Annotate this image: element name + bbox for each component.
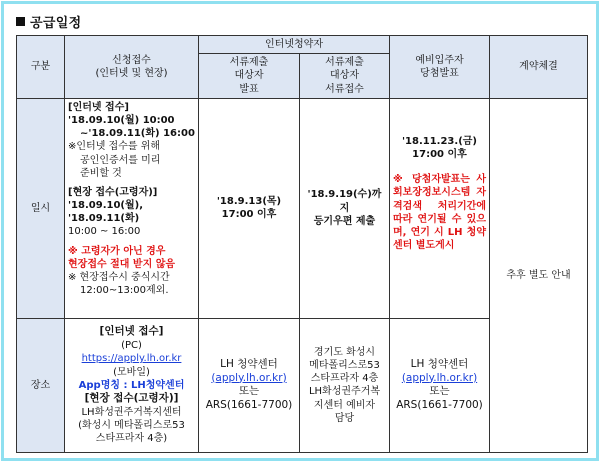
onsite-place-heading: [현장 접수(고령자)] bbox=[84, 391, 179, 404]
header-submit-line2: 대상자 bbox=[330, 70, 359, 82]
reserve-schedule-cell bbox=[390, 98, 490, 318]
internet-place-heading: [인터넷 접수] bbox=[99, 325, 164, 338]
cert-note-line3: 준비할 것 bbox=[80, 167, 122, 179]
reserve-center: LH 청약센터 bbox=[410, 357, 469, 370]
row-label-place: 장소 bbox=[17, 318, 65, 452]
onsite-apply-hours: 10:00 ~ 16:00 bbox=[68, 226, 141, 238]
reserve-phone: ARS(1661-7700) bbox=[396, 399, 483, 412]
header-category: 구분 bbox=[17, 36, 65, 99]
reserve-delay-note: ※ 당첨자발표는 사회보장정보시스템 자격검색 처리기간에 따라 연기될 수 있으며, 연기 시 LH 청약센터 별도게시 bbox=[393, 174, 486, 252]
submit-schedule-cell bbox=[300, 98, 390, 318]
announce-date: '18.9.13(목) bbox=[216, 196, 282, 208]
content-frame bbox=[1, 1, 599, 461]
submit-address-line4: LH화성권주거복 bbox=[308, 386, 381, 398]
reserve-date: '18.11.23.(금) bbox=[401, 135, 477, 147]
header-internet-group: 인터넷청약자 bbox=[199, 36, 390, 54]
announce-site-link[interactable]: (apply.lh.or.kr) bbox=[211, 371, 287, 384]
submit-method: 등기우편 제출 bbox=[313, 215, 376, 227]
internet-apply-start: '18.09.10(월) 10:00 bbox=[68, 114, 175, 126]
header-application-line2: (인터넷 및 현장) bbox=[95, 67, 168, 79]
apply-site-link[interactable]: https://apply.lh.or.kr bbox=[81, 353, 182, 365]
header-contract: 계약체결 bbox=[490, 36, 588, 99]
onsite-apply-heading: [현장 접수(고령자)] bbox=[68, 186, 158, 198]
reserve-site-link[interactable]: (apply.lh.or.kr) bbox=[401, 371, 478, 384]
onsite-place-name: LH화성권주거복지센터 bbox=[81, 406, 182, 418]
reserve-place-cell bbox=[390, 318, 490, 452]
submit-address-line2: 메타폴리스로53 bbox=[309, 360, 380, 371]
header-application bbox=[65, 36, 199, 99]
announce-schedule-cell bbox=[199, 98, 300, 318]
submit-address-line5: 지센터 예비자 bbox=[313, 399, 376, 411]
header-submit-line3: 서류접수 bbox=[325, 83, 364, 95]
internet-apply-heading: [인터넷 접수] bbox=[68, 101, 129, 113]
reserve-time: 17:00 이후 bbox=[412, 148, 467, 160]
elderly-warning-line2: 현장접수 절대 받지 않음 bbox=[68, 258, 176, 270]
square-bullet-icon bbox=[16, 17, 25, 26]
reserve-or: 또는 bbox=[429, 385, 450, 398]
elderly-warning-line1: ※ 고령자가 아닌 경우 bbox=[68, 245, 166, 257]
submit-deadline: '18.9.19(수)까지 bbox=[307, 189, 382, 214]
application-schedule-cell bbox=[65, 98, 199, 318]
onsite-apply-dates: '18.09.10(월), '18.09.11(화) bbox=[68, 200, 144, 225]
internet-apply-end: ~'18.09.11(화) 16:00 bbox=[80, 128, 195, 140]
supply-schedule-table bbox=[16, 35, 588, 453]
header-announce-line1: 서류제출 bbox=[229, 57, 269, 69]
header-reserve bbox=[390, 36, 490, 99]
header-submit bbox=[300, 54, 390, 99]
onsite-address-line2: 스타프라자 4층) bbox=[95, 433, 168, 445]
lunch-note-line2: 12:00~13:00제외. bbox=[80, 285, 169, 297]
section-title-text: 공급일정 bbox=[30, 16, 82, 31]
submit-address-line3: 스타프라자 4층 bbox=[310, 373, 379, 385]
announce-or: 또는 bbox=[238, 385, 260, 398]
pc-label: (PC) bbox=[121, 340, 142, 352]
contract-text: 추후 별도 안내 bbox=[506, 269, 571, 281]
announce-time: 17:00 이후 bbox=[221, 209, 277, 221]
submit-address-line6: 담당 bbox=[334, 412, 355, 424]
row-label-schedule: 일시 bbox=[17, 98, 65, 318]
header-submit-line1: 서류제출 bbox=[325, 57, 364, 69]
contract-cell bbox=[490, 98, 588, 452]
announce-center: LH 청약센터 bbox=[220, 357, 278, 370]
header-announce-line3: 발표 bbox=[239, 83, 259, 95]
announce-place-cell bbox=[199, 318, 300, 452]
cert-note-line2: 공인인증서를 미리 bbox=[80, 154, 161, 166]
header-reserve-line1: 예비입주자 bbox=[415, 54, 464, 66]
onsite-address-line1: (화성시 메타폴리스로53 bbox=[78, 420, 185, 432]
header-announce bbox=[199, 54, 300, 99]
mobile-label: (모바일) bbox=[113, 366, 150, 378]
schedule-row bbox=[17, 98, 588, 318]
app-name: App명칭 : LH청약센터 bbox=[78, 379, 185, 391]
cert-note-line1: ※인터넷 접수를 위해 bbox=[68, 141, 161, 153]
submit-place-cell bbox=[300, 318, 390, 452]
application-place-cell bbox=[65, 318, 199, 452]
announce-phone: ARS(1661-7700) bbox=[205, 399, 293, 412]
submit-address-line1: 경기도 화성시 bbox=[313, 346, 376, 358]
header-announce-line2: 대상자 bbox=[234, 70, 264, 82]
header-reserve-line2: 당첨발표 bbox=[420, 67, 459, 79]
header-application-line1: 신청접수 bbox=[112, 54, 151, 66]
lunch-note-line1: ※ 현장접수시 중식시간 bbox=[68, 272, 170, 283]
section-title bbox=[16, 12, 81, 31]
